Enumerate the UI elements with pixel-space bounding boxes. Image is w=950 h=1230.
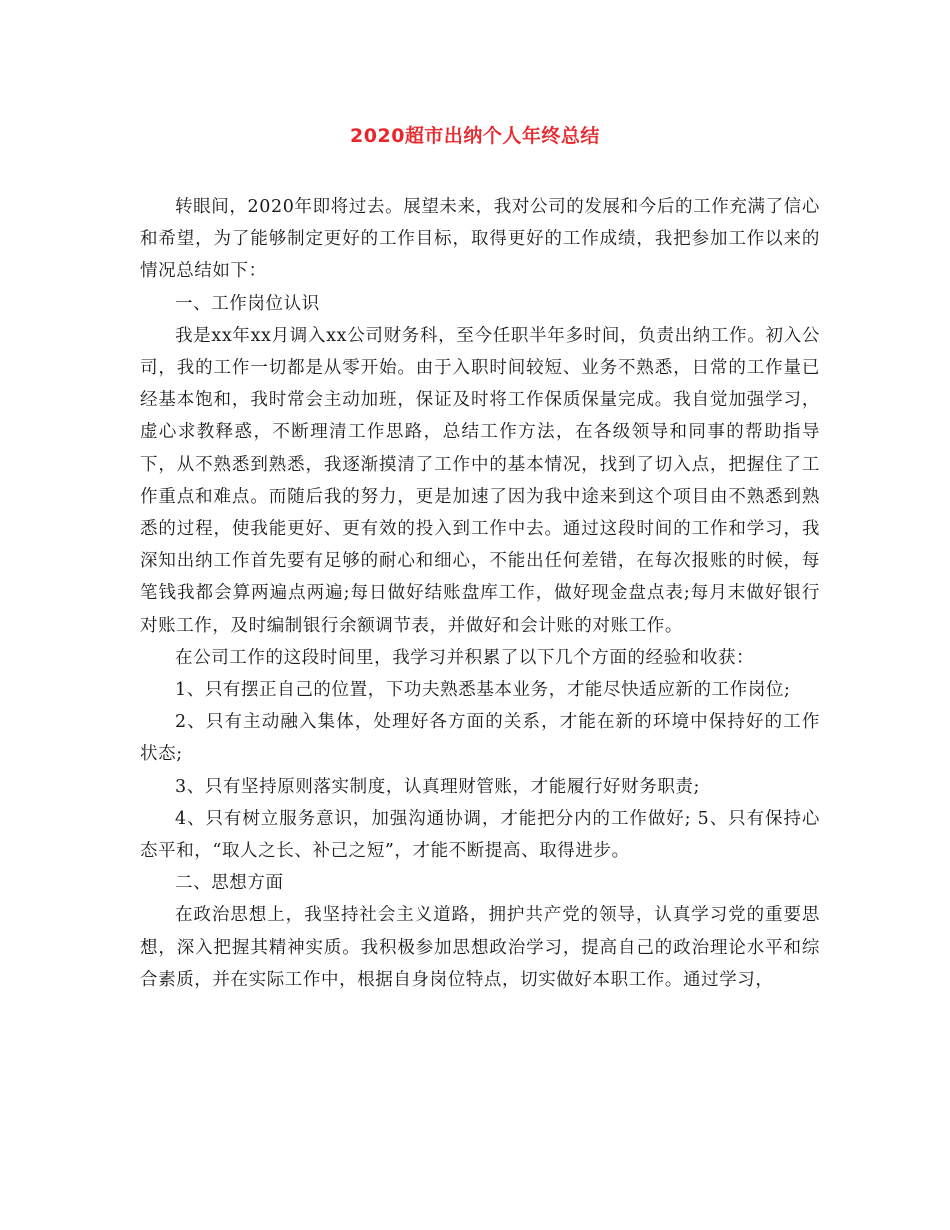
document-title: 2020超市出纳个人年终总结	[350, 125, 600, 147]
paragraph-experience-intro: 在公司工作的这段时间里，我学习并积累了以下几个方面的经验和收获：	[175, 647, 755, 668]
list-item-3: 3、只有坚持原则落实制度，认真理财管账，才能履行好财务职责;	[175, 776, 701, 797]
section-heading-1: 一、工作岗位认识	[175, 293, 320, 314]
paragraph-political-thought: 在政治思想上，我坚持社会主义道路，拥护共产党的领导，认真学习党的重要思想，深入把握其精神实质。我积极参加思想政治学习，提高自己的政治理论水平和综合素质，并在实际工作中，根据自身岗位特点，切实做好本职工作。通过学习，	[140, 905, 820, 990]
list-item-4-5: 4、只有树立服务意识，加强沟通协调，才能把分内的工作做好; 5、只有保持心态平和，“取人之长、补己之短”，才能不断提高、取得进步。	[140, 808, 820, 862]
list-item-1: 1、只有摆正自己的位置，下功夫熟悉基本业务，才能尽快适应新的工作岗位;	[175, 680, 791, 701]
list-item-2: 2、只有主动融入集体，处理好各方面的关系，才能在新的环境中保持好的工作状态;	[140, 712, 820, 765]
paragraph-intro: 转眼间，2020年即将过去。展望未来，我对公司的发展和今后的工作充满了信心和希望，为了能够制定更好的工作目标，取得更好的工作成绩，我把参加工作以来的情况总结如下：	[140, 197, 820, 282]
paragraph-job-description: 我是xx年xx月调入xx公司财务科，至今任职半年多时间，负责出纳工作。初入公司，我的工作一切都是从零开始。由于入职时间较短、业务不熟悉，日常的工作量已经基本饱和，我时常会主动加班，保证及时将工作保质保量完成。我自觉加强学习，虚心求教释惑，不断理清工作思路，总结工作方法，在各级领导和同事的帮助指导下，从不熟悉到熟悉，我逐渐摸清了工作中的基本情况，找到了切入点，把握住了工作重点和难点。而随后我的努力，更是加速了因为我中途来到这个项目由不熟悉到熟悉的过程，使我能更好、更有效的投入到工作中去。通过这段时间的工作和学习，我深知出纳工作首先要有足够的耐心和细心，不能出任何差错，在每次报账的时候，每笔钱我都会算两遍点两遍;每日做好结账盘库工作，做好现金盘点表;每月末做好银行对账工作，及时编制银行余额调节表，并做好和会计账的对账工作。	[140, 325, 820, 636]
document-body	[140, 191, 820, 996]
section-heading-2: 二、思想方面	[175, 873, 284, 894]
